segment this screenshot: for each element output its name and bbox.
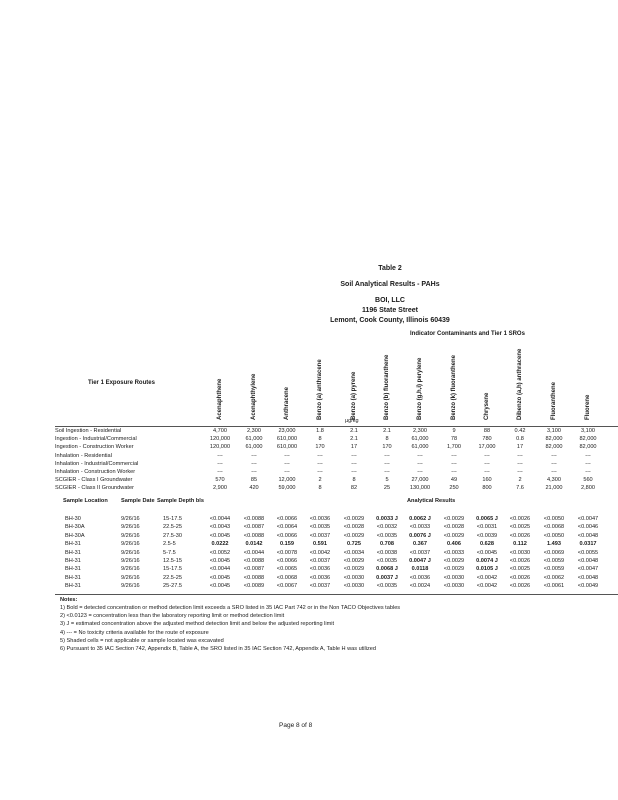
exposure-value: ---: [317, 469, 323, 475]
column-header-label: Anthracene: [284, 386, 290, 420]
sample-value: <0.0024: [409, 583, 431, 590]
sample-value: <0.0029: [343, 566, 365, 573]
sample-depth-header: Sample Depth bls: [157, 498, 204, 504]
sample-value: <0.0029: [443, 516, 465, 522]
sample-depth: 22.5-25: [163, 574, 182, 581]
column-header-label: Chrysene: [484, 392, 490, 420]
exposure-value: ---: [417, 452, 423, 459]
sample-location: BH-31: [65, 549, 81, 556]
sample-value: <0.0032: [376, 524, 398, 531]
table-row: [55, 516, 618, 524]
exposure-value: ---: [517, 460, 523, 467]
exposure-value: ---: [217, 469, 223, 475]
exposure-value: 120,000: [209, 436, 231, 443]
table-row: [55, 541, 618, 549]
sample-value: <0.0030: [443, 574, 465, 581]
sample-value: <0.0045: [476, 549, 498, 556]
exposure-value: ---: [585, 452, 591, 459]
table-row: [55, 575, 618, 583]
sample-value: <0.0087: [243, 524, 265, 531]
sample-value: <0.0033: [443, 549, 465, 556]
table-title: Soil Analytical Results - PAHs: [340, 281, 440, 288]
exposure-value: ---: [251, 452, 257, 459]
exposure-value: ---: [451, 469, 457, 475]
exposure-value: 2.1: [383, 428, 391, 434]
sample-date: 9/26/16: [121, 532, 140, 539]
column-header: [317, 335, 331, 420]
sample-location: BH-30A: [65, 524, 85, 531]
exposure-value: 560: [583, 477, 593, 484]
sample-value: <0.0036: [409, 574, 431, 581]
column-header: [251, 335, 265, 420]
column-header: [517, 335, 531, 420]
sample-value: <0.0028: [443, 524, 465, 531]
exposure-value: ---: [517, 452, 523, 459]
column-header: [551, 335, 565, 420]
exposure-value: 85: [250, 477, 258, 484]
sample-value: <0.0044: [209, 516, 231, 522]
sample-value: <0.0045: [209, 583, 231, 590]
exposure-value: 5: [385, 477, 389, 484]
sample-value: <0.0050: [543, 532, 565, 539]
table-row: [55, 533, 618, 541]
exposure-value: 1,700: [447, 444, 461, 451]
sample-value: 0.0037 J: [376, 574, 398, 581]
sample-value: <0.0050: [543, 516, 565, 522]
exposure-value: ---: [284, 469, 290, 475]
sample-value: <0.0042: [476, 574, 498, 581]
exposure-value: 61,000: [411, 436, 429, 443]
sample-location: BH-30: [65, 516, 81, 522]
sample-value: <0.0045: [209, 558, 231, 564]
exposure-value: 3,100: [547, 428, 561, 434]
sample-value: <0.0025: [509, 524, 531, 531]
column-header: [284, 335, 298, 420]
exposure-value: 4,700: [213, 428, 227, 434]
exposure-value: 23,000: [278, 428, 296, 434]
sample-value: <0.0066: [276, 532, 298, 539]
exposure-value: ---: [484, 460, 490, 467]
table-row: [55, 558, 618, 566]
sample-value: <0.0035: [309, 524, 331, 531]
sample-value: <0.0030: [443, 583, 465, 590]
sample-value: 0.0076 J: [409, 532, 431, 539]
exposure-value: ---: [317, 452, 323, 459]
sample-value: 0.708: [380, 541, 394, 548]
sample-value: <0.0037: [409, 549, 431, 556]
sample-location: BH-31: [65, 583, 81, 590]
sample-value: <0.0064: [276, 524, 298, 531]
sample-value: <0.0029: [443, 558, 465, 564]
exposure-value: 170: [315, 444, 325, 451]
sample-value: 0.0317: [579, 541, 597, 548]
sample-value: <0.0031: [476, 524, 498, 531]
notes-divider: [55, 594, 618, 595]
sample-value: <0.0036: [309, 574, 331, 581]
sample-value: <0.0037: [309, 583, 331, 590]
page-number: Page 8 of 8: [279, 722, 313, 729]
sample-value: <0.0030: [343, 583, 365, 590]
column-header-label: Benzo (a) anthracene: [317, 359, 323, 420]
table-row: [55, 524, 618, 532]
sample-value: <0.0048: [577, 558, 599, 564]
table-number: Table 2: [378, 265, 402, 272]
sample-value: <0.0037: [309, 558, 331, 564]
sample-value: <0.0088: [243, 532, 265, 539]
exposure-value: 78: [450, 436, 458, 443]
exposure-value: ---: [251, 460, 257, 467]
sample-value: <0.0026: [509, 583, 531, 590]
sample-value: <0.0029: [343, 516, 365, 522]
sample-value: 0.406: [447, 541, 461, 548]
column-header-label: Benzo (g,h,i) perylene: [417, 357, 423, 420]
column-header-label: Fluoranthene: [551, 381, 557, 420]
sample-date-header: Sample Date: [121, 498, 155, 504]
sample-value: <0.0037: [309, 532, 331, 539]
exposure-value: ---: [284, 452, 290, 459]
exposure-value: 61,000: [245, 436, 263, 443]
exposure-value: 17: [350, 444, 358, 451]
sample-date: 9/26/16: [121, 566, 140, 573]
sample-value: <0.0026: [509, 558, 531, 564]
sample-value: <0.0078: [276, 549, 298, 556]
exposure-value: 2,300: [413, 428, 427, 434]
sample-value: 0.591: [313, 541, 327, 548]
sample-value: <0.0035: [376, 532, 398, 539]
sample-location: BH-31: [65, 541, 81, 548]
exposure-value: 8: [318, 485, 322, 492]
sample-depth: 12.5-15: [163, 558, 182, 564]
note-item: 6) Pursuant to 35 IAC Section 742, Appendix B, Table A, the SRO listed in 35 IAC Section 742, Appendix A, Table H was utilized: [60, 646, 377, 652]
exposure-value: 17,000: [478, 444, 496, 451]
sample-value: <0.0067: [276, 583, 298, 590]
sample-location-header: Sample Location: [63, 498, 108, 504]
group-heading: Indicator Contaminants and Tier 1 SROs: [410, 331, 525, 337]
exposure-value: 49: [450, 477, 458, 484]
exposure-route-label: SCGIER - Class II Groundwater: [55, 485, 134, 492]
exposure-value: 82,000: [579, 436, 597, 443]
sample-value: <0.0068: [276, 574, 298, 581]
exposure-value: 8: [352, 477, 356, 484]
sample-date: 9/26/16: [121, 558, 140, 564]
column-header: [217, 335, 231, 420]
sample-value: <0.0088: [243, 558, 265, 564]
sample-date: 9/26/16: [121, 549, 140, 556]
exposure-value: 160: [482, 477, 492, 484]
exposure-value: ---: [384, 452, 390, 459]
sample-value: 0.367: [413, 541, 427, 548]
sample-value: <0.0029: [443, 566, 465, 573]
sample-value: <0.0026: [509, 532, 531, 539]
sample-value: <0.0044: [209, 566, 231, 573]
exposure-route-label: Inhalation - Residential: [55, 452, 112, 459]
exposure-value: ---: [251, 469, 257, 475]
exposure-value: ---: [551, 452, 557, 459]
sample-depth: 25-27.5: [163, 583, 182, 590]
sample-value: <0.0029: [443, 532, 465, 539]
exposure-value: 2,800: [581, 485, 595, 492]
sample-value: <0.0069: [543, 549, 565, 556]
exposure-value: 2: [318, 477, 322, 484]
sample-depth: 5-7.5: [163, 549, 176, 556]
exposure-value: 4,300: [547, 477, 561, 484]
exposure-value: ---: [517, 469, 523, 475]
sample-value: 0.0142: [245, 541, 263, 548]
exposure-route-label: Ingestion - Industrial/Commercial: [55, 436, 137, 443]
sample-depth: 22.5-25: [163, 524, 182, 531]
sample-value: <0.0052: [209, 549, 231, 556]
company-name: BOI, LLC: [375, 297, 405, 304]
exposure-value: 21,000: [545, 485, 563, 492]
column-header: [384, 335, 398, 420]
exposure-value: 82,000: [545, 444, 563, 451]
exposure-value: 25: [383, 485, 391, 492]
exposure-value: 12,000: [278, 477, 296, 484]
sample-location: BH-30A: [65, 532, 85, 539]
sample-value: <0.0047: [577, 516, 599, 522]
sample-value: <0.0045: [209, 574, 231, 581]
exposure-value: ---: [217, 460, 223, 467]
exposure-value: 2.1: [350, 436, 358, 443]
sample-value: <0.0046: [577, 524, 599, 531]
exposure-value: ---: [217, 452, 223, 459]
exposure-route-label: Ingestion - Construction Worker: [55, 444, 134, 451]
sample-value: <0.0042: [309, 549, 331, 556]
sample-value: 0.0062 J: [409, 516, 431, 522]
sample-value: <0.0039: [476, 532, 498, 539]
exposure-route-label: Inhalation - Construction Worker: [55, 469, 136, 475]
exposure-value: ---: [384, 469, 390, 475]
sample-value: <0.0066: [276, 516, 298, 522]
sample-value: <0.0044: [243, 549, 265, 556]
sample-value: <0.0035: [376, 558, 398, 564]
exposure-value: 8: [385, 436, 389, 443]
sample-value: <0.0065: [276, 566, 298, 573]
sample-value: <0.0029: [343, 558, 365, 564]
sample-value: 0.0047 J: [409, 558, 431, 564]
note-item: 2) <0.0123 = concentration less than the laboratory reporting limit or method detection limit: [60, 613, 285, 620]
sample-value: 0.0105 J: [476, 566, 498, 573]
exposure-value: 800: [482, 485, 492, 492]
sample-value: <0.0048: [577, 532, 599, 539]
exposure-value: 0.42: [514, 428, 526, 434]
sample-value: <0.0049: [577, 583, 599, 590]
sample-value: 0.0033 J: [376, 516, 398, 522]
column-header: [451, 335, 465, 420]
sample-value: 0.725: [347, 541, 361, 548]
sample-value: <0.0030: [343, 574, 365, 581]
exposure-value: ---: [351, 469, 357, 475]
sample-value: 0.0068 J: [376, 566, 398, 573]
sample-value: <0.0068: [543, 524, 565, 531]
exposure-route-label: SCGIER - Class I Groundwater: [55, 477, 133, 484]
sample-value: <0.0026: [509, 516, 531, 522]
sample-value: <0.0059: [543, 558, 565, 564]
exposure-value: 61,000: [245, 444, 263, 451]
note-item: 3) J = estimated concentration above the adjusted method detection limit and below the adjusted reporting limit: [60, 621, 335, 628]
column-header-label: Benzo (k) fluoranthene: [451, 354, 457, 420]
column-header: [417, 335, 431, 420]
sample-value: 0.0065 J: [476, 516, 498, 522]
sample-value: <0.0088: [243, 516, 265, 522]
sample-value: <0.0042: [476, 583, 498, 590]
sample-date: 9/26/16: [121, 524, 140, 531]
sample-value: <0.0047: [577, 566, 599, 573]
sample-depth: 15-17.5: [163, 516, 182, 522]
exposure-value: 27,000: [411, 477, 429, 484]
sample-value: <0.0061: [543, 583, 565, 590]
sample-value: <0.0028: [343, 524, 365, 531]
exposure-value: 170: [382, 444, 392, 451]
exposure-value: ---: [585, 460, 591, 467]
exposure-value: 17: [516, 444, 524, 451]
exposure-value: ---: [351, 452, 357, 459]
exposure-value: 82: [350, 485, 358, 492]
exposure-value: 82,000: [579, 444, 597, 451]
exposure-value: 250: [449, 485, 459, 492]
address-street: 1196 State Street: [361, 307, 419, 314]
exposure-value: 0.8: [516, 436, 524, 443]
exposure-route-label: Inhalation - Industrial/Commercial: [55, 460, 139, 467]
exposure-value: 1.8: [316, 428, 324, 434]
exposure-value: 61,000: [411, 444, 429, 451]
exposure-value: 570: [215, 477, 225, 484]
exposure-value: ---: [417, 469, 423, 475]
exposure-value: ---: [484, 469, 490, 475]
sample-value: <0.0036: [309, 516, 331, 522]
table-row: [55, 583, 618, 591]
header-divider: [55, 426, 618, 427]
sample-value: <0.0089: [243, 583, 265, 590]
sample-value: <0.0026: [509, 574, 531, 581]
sample-value: 0.0118: [411, 566, 429, 573]
sample-value: <0.0055: [577, 549, 599, 556]
sample-date: 9/26/16: [121, 583, 140, 590]
exposure-value: 780: [482, 436, 492, 443]
column-header-label: Benzo (b) fluoranthene: [384, 354, 390, 420]
exposure-value: 2,900: [213, 485, 227, 492]
exposure-route-label: Soil Ingestion - Residential: [55, 428, 122, 434]
exposure-value: ---: [585, 469, 591, 475]
sample-location: BH-31: [65, 566, 81, 573]
sample-date: 9/26/16: [121, 541, 140, 548]
results-header: Analytical Results: [407, 498, 456, 504]
sample-value: <0.0033: [409, 524, 431, 531]
exposure-value: ---: [317, 460, 323, 467]
exposure-value: ---: [451, 460, 457, 467]
sample-value: 0.0222: [211, 541, 229, 548]
exposure-value: 9: [452, 428, 456, 434]
sample-value: <0.0045: [209, 532, 231, 539]
table-row: [55, 550, 618, 558]
exposure-value: 82,000: [545, 436, 563, 443]
notes-heading: Notes:: [60, 597, 78, 603]
sample-value: <0.0088: [243, 574, 265, 581]
exposure-value: 2,300: [247, 428, 261, 434]
sample-value: 1.493: [547, 541, 561, 548]
sample-value: 0.159: [280, 541, 294, 548]
sample-depth: 27.5-30: [163, 532, 182, 539]
column-header-label: Dibenzo (a,h) anthracene: [517, 348, 523, 420]
exposure-value: ---: [551, 460, 557, 467]
sample-value: <0.0087: [243, 566, 265, 573]
note-item: 1) Bold = detected concentration or method detection limit exceeds a SRO listed in 35 IAC Part 742 or in the Non TACO Objectives tables: [60, 605, 401, 611]
sample-value: <0.0034: [343, 549, 365, 556]
sample-location: BH-31: [65, 574, 81, 581]
note-item: 4) --- = No toxicity criteria available for the route of exposure: [60, 629, 209, 636]
sample-value: <0.0030: [509, 549, 531, 556]
sample-value: <0.0035: [376, 583, 398, 590]
sample-value: <0.0048: [577, 574, 599, 581]
column-header: [585, 335, 599, 420]
tier-label: Tier 1 Exposure Routes: [88, 380, 155, 386]
sample-value: <0.0025: [509, 566, 531, 573]
sample-value: <0.0038: [376, 549, 398, 556]
exposure-value: 2: [518, 477, 522, 484]
address-city: Lemont, Cook County, Illinois 60439: [330, 317, 450, 324]
exposure-value: 8: [318, 436, 322, 443]
column-header-label: Acenaphthylene: [251, 373, 257, 420]
exposure-value: 3,100: [581, 428, 595, 434]
exposure-value: ---: [384, 460, 390, 467]
sample-depth: 2.5-5: [163, 541, 176, 548]
exposure-value: 610,000: [276, 444, 298, 451]
sample-value: <0.0062: [543, 574, 565, 581]
sample-depth: 15-17.5: [163, 566, 182, 573]
sample-value: 0.112: [513, 541, 527, 548]
column-header-label: Benzo (a) pyrene: [351, 371, 357, 420]
exposure-value: 2.1: [350, 428, 358, 434]
exposure-value: 610,000: [276, 436, 298, 443]
exposure-value: 130,000: [409, 485, 431, 492]
exposure-value: ---: [484, 452, 490, 459]
exposure-value: ---: [551, 469, 557, 475]
column-header: [351, 335, 365, 420]
exposure-value: 59,000: [278, 485, 296, 492]
column-header: [484, 335, 498, 420]
column-header-label: Acenaphthene: [217, 378, 223, 420]
exposure-row: [55, 485, 618, 494]
exposure-value: ---: [284, 460, 290, 467]
exposure-value: ---: [417, 460, 423, 467]
sample-value: <0.0043: [209, 524, 231, 531]
note-item: 5) Shaded cells = not applicable or sample located was excavated: [60, 637, 224, 644]
exposure-value: 88: [483, 428, 491, 434]
exposure-value: ---: [351, 460, 357, 467]
exposure-value: ---: [451, 452, 457, 459]
sample-date: 9/26/16: [121, 516, 140, 522]
sample-value: <0.0029: [343, 532, 365, 539]
sample-date: 9/26/16: [121, 574, 140, 581]
sample-value: 0.628: [480, 541, 494, 548]
sample-value: <0.0036: [309, 566, 331, 573]
exposure-value: 7.6: [516, 485, 524, 492]
exposure-value: 420: [249, 485, 259, 492]
sample-value: <0.0066: [276, 558, 298, 564]
units-label: µg/kg: [345, 418, 359, 424]
sample-value: 0.0074 J: [476, 558, 498, 564]
table-row: [55, 566, 618, 574]
sample-location: BH-31: [65, 558, 81, 564]
column-header-label: Fluorene: [585, 394, 591, 420]
exposure-value: 120,000: [209, 444, 231, 451]
sample-value: <0.0059: [543, 566, 565, 573]
